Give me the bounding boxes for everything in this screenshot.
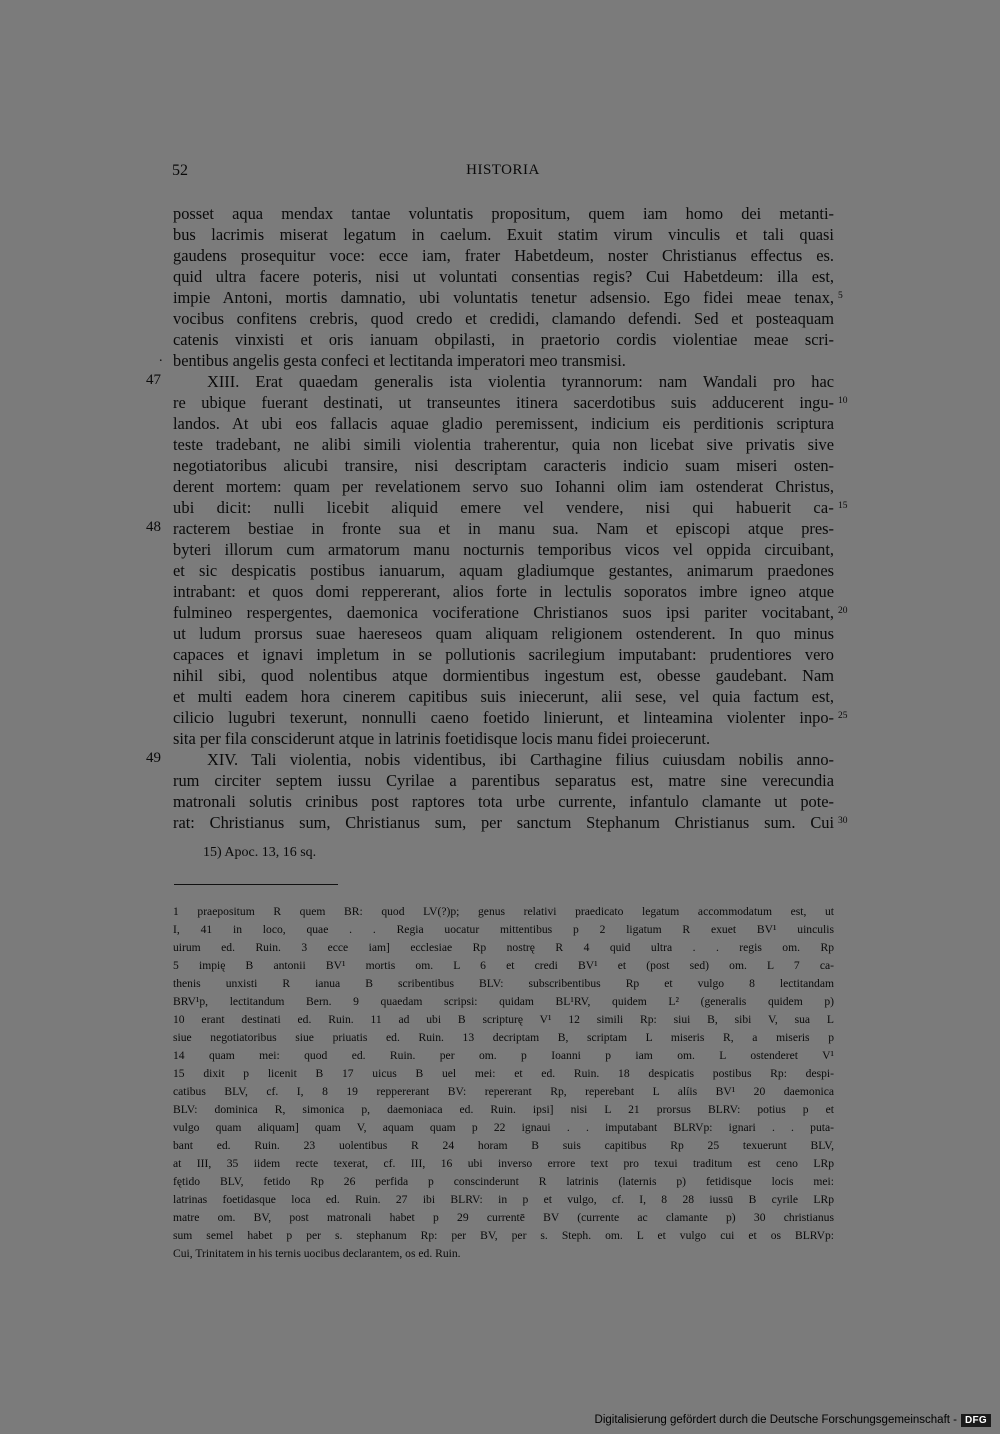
funding-text: Digitalisierung gefördert durch die Deutsche Forschungsgemeinschaft - <box>594 1414 957 1426</box>
line-number: 25 <box>838 711 848 721</box>
text-line: ut ludum prorsus suae haereseos quam aliquam religionem ostenderent. In quo minus <box>173 624 834 643</box>
text-line: et multi eadem hora cinerem capitibus suis iniecerunt, alii sese, vel quia factum est, <box>173 687 834 706</box>
apparatus-line: matre om. BV, post matronali habet p 29 currentē BV (currente ac clamante p) 30 christianus <box>173 1211 834 1224</box>
text-line: teste tradebant, ne alibi simili violentia traherentur, quia non licebat sive privatis sive <box>173 435 834 454</box>
running-title: HISTORIA <box>466 162 540 178</box>
apparatus-line: siue negotiatoribus siue priuatis ed. Ruin. 13 decriptam B, scriptam L miseris R, a miseris p <box>173 1031 834 1044</box>
text-line: matronali solutis crinibus post raptores tota urbe currente, infantulo clamante ut pote- <box>173 792 834 811</box>
text-line: vocibus confitens crebris, quod credo et credidi, clamando defendi. Sed et posteaquam <box>173 309 834 328</box>
text-line: XIII. Erat quaedam generalis ista violentia tyrannorum: nam Wandali pro hac <box>207 372 834 391</box>
text-line: landos. At ubi eos fallacis aquae gladio peremissent, indicium eis perditionis scriptura <box>173 414 834 433</box>
apparatus-line: Cui, Trinitatem in his ternis uocibus declarantem, os ed. Ruin. <box>173 1247 461 1260</box>
apparatus-line: thenis unxisti R ianua B scribentibus BLV: subscribentibus Rp et vulgo 8 lectitandam <box>173 977 834 990</box>
apparatus-line: catibus BLV, cf. I, 8 19 reppererant BV: repererant Rp, reperebant L alíis BV¹ 20 daemonica <box>173 1085 834 1098</box>
text-line: posset aqua mendax tantae voluntatis propositum, quem iam homo dei metanti- <box>173 204 834 223</box>
apparatus-line: 10 erant destinati ed. Ruin. 11 ad ubi B scripturę V¹ 12 simili Rp: siui B, sibi V, sua L <box>173 1013 834 1026</box>
apparatus-line: fętido BLV, fetido Rp 26 perfida p conscinderunt R latrinis (laternis p) fetidisque locis mei: <box>173 1175 834 1188</box>
footnote-rule <box>174 884 338 885</box>
apparatus-line: latrinas foetidasque loca ed. Ruin. 27 ibi BLRV: in p et vulgo, cf. I, 8 28 iussū B cyrile LRp <box>173 1193 834 1206</box>
line-number: 5 <box>838 291 843 301</box>
footnote: 15) Apoc. 13, 16 sq. <box>203 845 317 860</box>
apparatus-line: 1 praepositum R quem BR: quod LV(?)p; genus relativi praedicato legatum accommodatum est, ut <box>173 905 834 918</box>
text-line: sita per fila consciderunt atque in latrinis foetidisque locis manu fidei proiecerunt. <box>173 729 711 748</box>
section-number: 49 <box>146 750 161 766</box>
apparatus-line: 15 dixit p licenit B 17 uicus B uel mei: et ed. Ruin. 18 despicatis postibus Rp: despi- <box>173 1067 834 1080</box>
text-line: negotiatoribus alicubi transire, nisi descriptam caracteris indicio suam miseri osten- <box>173 456 834 475</box>
line-number: 15 <box>838 501 848 511</box>
page-number: 52 <box>172 162 188 179</box>
text-line: et sic despicatis postibus ianuarum, aquam gladiumque gestantes, animarum praedones <box>173 561 834 580</box>
apparatus-line: at III, 35 iidem recte texerat, cf. III, 16 ubi inverso errore text pro texui traditum est ceno LRp <box>173 1157 834 1170</box>
text-line: rat: Christianus sum, Christianus sum, per sanctum Stephanum Christianus sum. Cui <box>173 813 834 832</box>
text-line: re ubique fuerant destinati, ut transeuntes itinera sacerdotibus suis adducerent ingu- <box>173 393 834 412</box>
text-line: catenis vinxisti et oris ianuam obpilasti, in praetorio cordis violentiae meae scri- <box>173 330 834 349</box>
text-line: bentibus angelis gesta confeci et lectitanda imperatori meo transmisi. <box>173 351 626 370</box>
apparatus-line: BRV¹p, lectitandum Bern. 9 quaedam scripsi: quidam BL¹RV, quidem L² (generalis quidem p) <box>173 995 834 1008</box>
line-number: 30 <box>838 816 848 826</box>
dfg-logo: DFG <box>961 1414 991 1427</box>
margin-dot: . <box>159 350 163 365</box>
apparatus-line: 5 impię B antonii BV¹ mortis om. L 6 et credi BV¹ et (post sed) om. L 7 ca- <box>173 959 834 972</box>
apparatus-line: uirum ed. Ruin. 3 ecce iam] ecclesiae Rp nostrę R 4 quid ultra . . regis om. Rp <box>173 941 834 954</box>
text-line: rum circiter septem iussu Cyrilae a parentibus separatus est, matre sine verecundia <box>173 771 834 790</box>
text-line: gaudens prosequitur voce: ecce iam, frater Habetdeum, noster Christianus effectus es. <box>173 246 834 265</box>
page-header <box>172 162 834 182</box>
apparatus-line: BLV: dominica R, simonica p, daemoniaca ed. Ruin. ipsi] nisi L 21 prorsus BLRV: potius p et <box>173 1103 834 1116</box>
line-number: 20 <box>838 606 848 616</box>
funding-footer <box>595 1410 991 1430</box>
section-number: 47 <box>146 372 161 388</box>
apparatus-line: vulgo quam aliquam] quam V, aquam quam p 22 ignaui . . imputabant BLRVp: ignari . . puta- <box>173 1121 834 1134</box>
text-line: cilicio lugubri texerunt, nonnulli caeno foetido linierunt, et linteamina violenter inpo- <box>173 708 834 727</box>
text-line: intrabant: et quos domi reppererant, alios forte in lectulis soporatos imbre igneo atque <box>173 582 834 601</box>
line-number: 10 <box>838 396 848 406</box>
text-line: impie Antoni, mortis damnatio, ubi voluntatis tenetur adsensio. Ego fidei meae tenax, <box>173 288 834 307</box>
text-line: ubi dicit: nulli licebit aliquid emere vel vendere, nisi qui habuerit ca- <box>173 498 834 517</box>
apparatus-line: bant ed. Ruin. 23 uolentibus R 24 horam B suis capitibus Rp 25 texuerunt BLV, <box>173 1139 834 1152</box>
text-line: fulmineo respergentes, daemonica vociferatione Christianos suos ipsi pariter vocitabant, <box>173 603 834 622</box>
text-line: derent mortem: quam per revelationem servo suo Iohanni olim iam ostenderat Christus, <box>173 477 834 496</box>
apparatus-line: sum semel habet p per s. stephanum Rp: per BV, per s. Steph. om. L et vulgo cui et os BLRVp: <box>173 1229 834 1242</box>
text-line: XIV. Tali violentia, nobis videntibus, ibi Carthagine filius cuiusdam nobilis anno- <box>207 750 834 769</box>
apparatus-line: 14 quam mei: quod ed. Ruin. per om. p Ioanni p iam om. L ostenderet V¹ <box>173 1049 834 1062</box>
apparatus-line: I, 41 in loco, quae . . Regia uocatur mittentibus p 2 ligatum R exuet BV¹ uinculis <box>173 923 834 936</box>
section-number: 48 <box>146 519 161 535</box>
text-line: nihil sibi, quod nolentibus atque dormientibus ingestum est, obesse gaudebant. Nam <box>173 666 834 685</box>
text-line: quid ultra facere poteris, nisi ut voluntati consentias regis? Cui Habetdeum: illa est, <box>173 267 834 286</box>
text-line: racterem bestiae in fronte sua et in manu sua. Nam et episcopi atque pres- <box>173 519 834 538</box>
text-line: bus lacrimis miserat legatum in caelum. Exuit statim virum vinculis et tali quasi <box>173 225 834 244</box>
text-line: capaces et ignavi impletum in se pollutionis sacrilegium imputabant: prudentiores vero <box>173 645 834 664</box>
text-line: byteri illorum cum armatorum manu nocturnis temporibus vicos vel oppida circuibant, <box>173 540 834 559</box>
